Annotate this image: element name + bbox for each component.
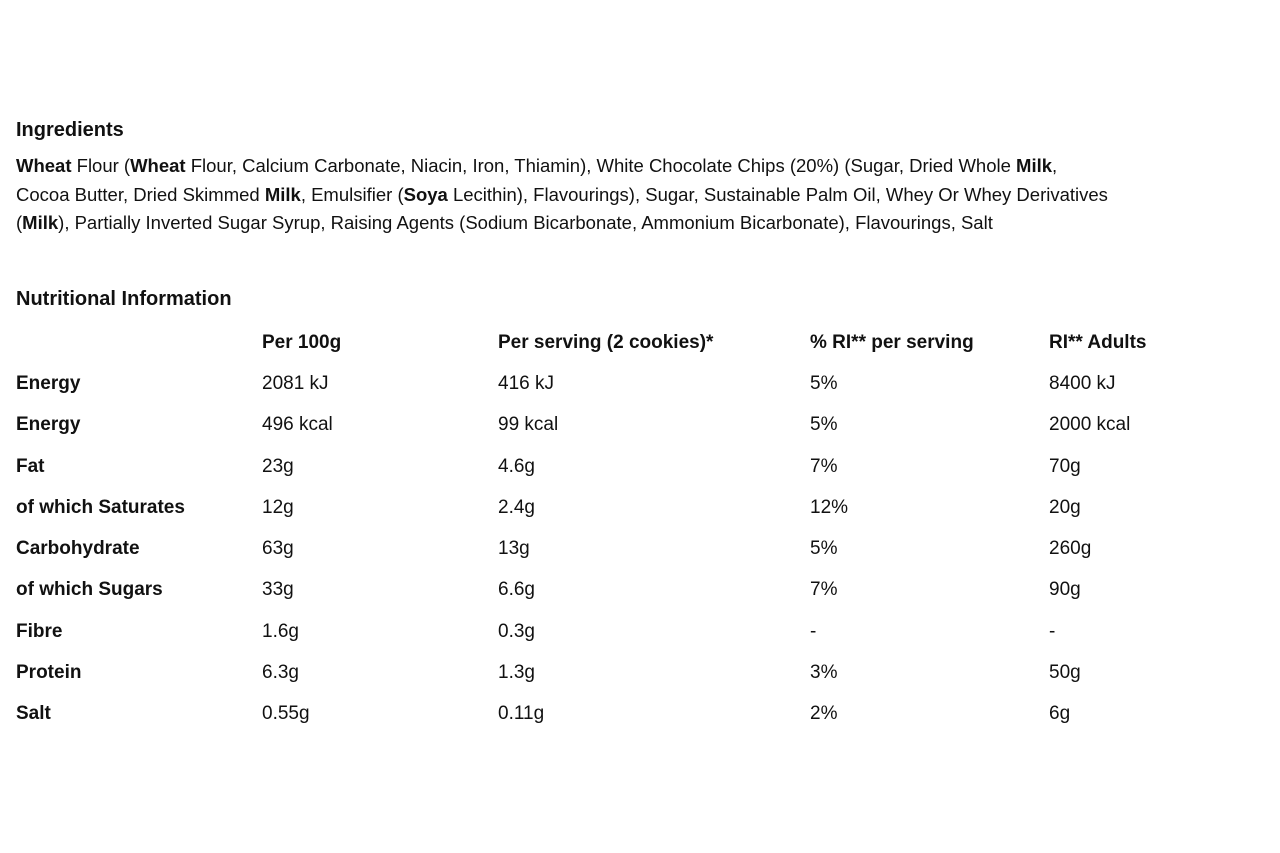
nutrient-value: 2081 kJ (262, 372, 329, 394)
nutrient-label: Salt (16, 703, 51, 725)
ingredients-line (16, 181, 1278, 210)
nutrient-value: 70g (1049, 455, 1081, 477)
nutrition-row (16, 652, 1249, 693)
nutrition-table (16, 322, 1249, 735)
nutrient-value: 8400 kJ (1049, 372, 1116, 394)
nutrition-row (16, 528, 1249, 569)
allergen-text: Soya (403, 183, 448, 205)
allergen-text: Milk (22, 212, 59, 233)
nutrition-row (16, 363, 1249, 404)
nutrition-row (16, 570, 1249, 611)
ingredients-heading: Ingredients (16, 119, 124, 141)
nutrient-value: 0.11g (498, 703, 545, 725)
allergen-text: Wheat (130, 155, 186, 176)
nutrient-value: 5% (810, 538, 838, 560)
allergen-text: Milk (1016, 155, 1053, 176)
nutrition-row (16, 405, 1249, 446)
nutrient-value: 13g (498, 538, 530, 560)
nutrient-value: 33g (262, 579, 294, 601)
nutrient-value: 1.3g (498, 662, 535, 684)
nutrient-value: 1.6g (262, 620, 299, 642)
nutrient-label: Carbohydrate (16, 538, 140, 560)
nutrient-value: 7% (810, 579, 838, 601)
column-header: Per 100g (262, 331, 342, 353)
nutrient-value: 6.3g (262, 662, 299, 684)
allergen-text: Wheat (16, 155, 72, 176)
ingredient-text: Flour, Calcium Carbonate, Niacin, Iron, Thiamin), White Chocolate Chips (20%) (Sugar, Dried Whole (185, 155, 1017, 176)
nutrient-value: 4.6g (498, 455, 535, 477)
nutrient-value: 23g (262, 455, 294, 477)
ingredients-text (16, 152, 1278, 238)
nutrient-value: 12% (810, 496, 849, 518)
ingredient-text: , Emulsifier ( (300, 183, 404, 205)
nutrient-label: Protein (16, 662, 82, 684)
nutrient-value: 50g (1049, 662, 1081, 684)
allergen-text: Milk (264, 183, 301, 205)
nutrition-header-row (16, 322, 1249, 363)
nutrient-value: 2.4g (498, 496, 535, 518)
nutrient-label: Fat (16, 455, 45, 477)
nutrition-row (16, 487, 1249, 528)
nutrient-value: 2% (810, 703, 838, 725)
nutrient-value: 7% (810, 455, 838, 477)
column-header (16, 322, 262, 363)
nutrient-value: 63g (262, 538, 294, 560)
nutrient-value: - (810, 620, 817, 642)
nutrient-value: 6.6g (498, 579, 535, 601)
ingredient-text: , (1052, 155, 1058, 176)
nutrient-value: 496 kcal (262, 414, 333, 436)
ingredient-text: ), Partially Inverted Sugar Syrup, Raising Agents (Sodium Bicarbonate, Ammonium Bicarbonate), Flavourings, Salt (58, 212, 993, 233)
nutrient-value: - (1049, 620, 1056, 642)
nutrition-row (16, 611, 1249, 652)
nutrient-value: 99 kcal (498, 414, 559, 436)
nutrition-heading: Nutritional Information (16, 288, 232, 310)
nutrient-value: 2000 kcal (1049, 414, 1131, 436)
nutrient-label: Energy (16, 414, 81, 436)
nutrient-label: Energy (16, 372, 81, 394)
ingredient-text: Cocoa Butter, Dried Skimmed (16, 183, 265, 205)
nutrient-value: 12g (262, 496, 294, 518)
nutrient-value: 3% (810, 662, 838, 684)
ingredient-text: Flour ( (71, 155, 131, 176)
ingredients-line (16, 209, 1278, 238)
nutrient-label: of which Saturates (16, 496, 185, 518)
nutrient-value: 5% (810, 414, 838, 436)
nutrient-value: 90g (1049, 579, 1081, 601)
nutrient-value: 416 kJ (498, 372, 554, 394)
ingredient-text: Lecithin), Flavourings), Sugar, Sustainable Palm Oil, Whey Or Whey Derivatives (447, 183, 1108, 205)
nutrient-value: 260g (1049, 538, 1092, 560)
column-header: % RI** per serving (810, 331, 974, 353)
column-header: Per serving (2 cookies)* (498, 331, 714, 353)
nutrient-value: 5% (810, 372, 838, 394)
nutrient-value: 6g (1049, 703, 1071, 725)
nutrition-row (16, 446, 1249, 487)
column-header: RI** Adults (1049, 331, 1147, 353)
nutrient-value: 20g (1049, 496, 1081, 518)
ingredients-line (16, 152, 1278, 181)
nutrient-label: of which Sugars (16, 579, 163, 601)
nutrient-value: 0.55g (262, 703, 310, 725)
ingredient-text: ( (16, 212, 23, 233)
nutrient-value: 0.3g (498, 620, 535, 642)
nutrient-label: Fibre (16, 620, 63, 642)
nutrition-row (16, 694, 1249, 735)
